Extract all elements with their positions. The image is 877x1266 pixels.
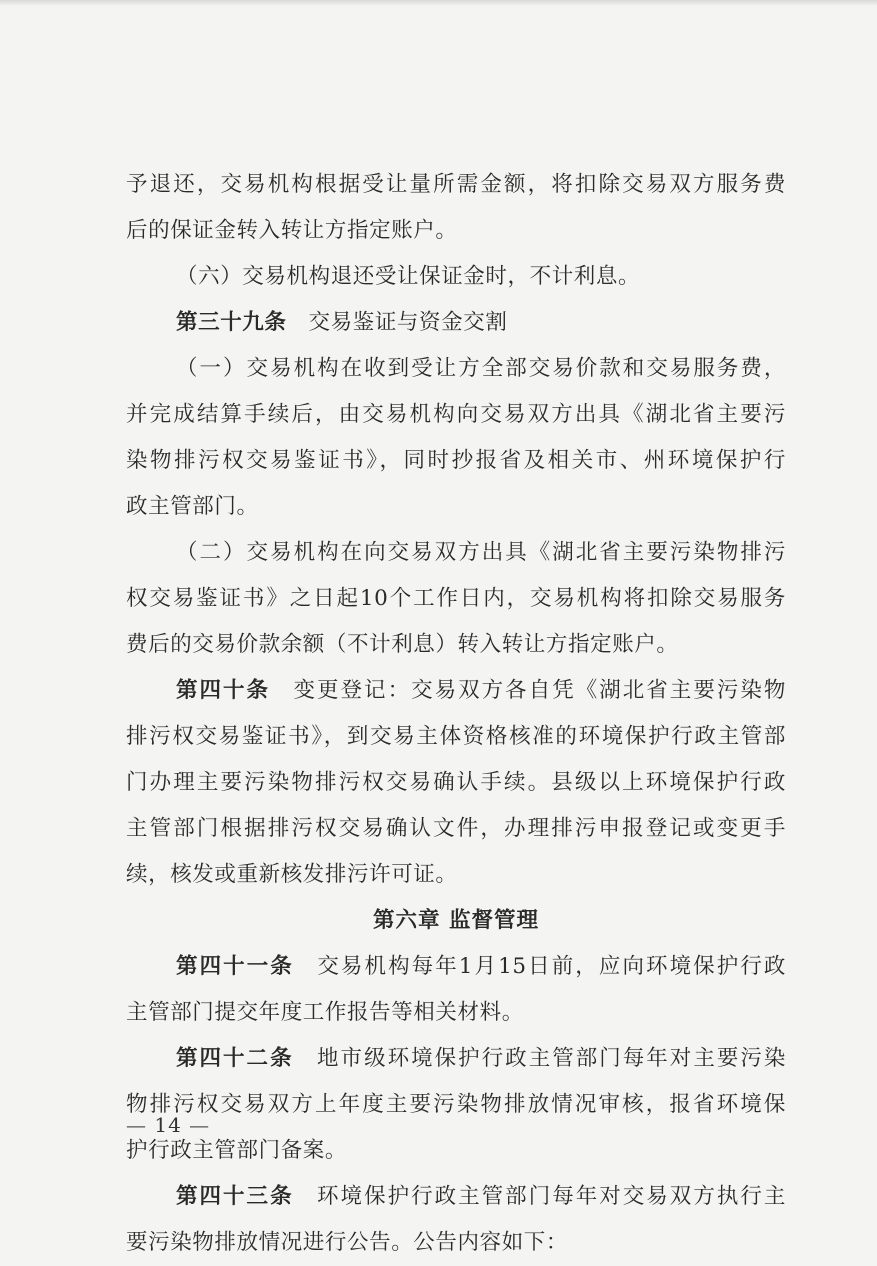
document-body [126,162,786,1266]
article-text: 环境保护行政主管部门每年对交易双方执行主 [315,1184,786,1209]
paragraph-line: 要污染物排放情况进行公告。公告内容如下： [126,1230,569,1255]
paragraph-line: 排污权交易鉴证书》，到交易主体资格核准的环境保护行政主管部 [126,724,786,749]
paragraph-line: 续，核发或重新核发排污许可证。 [126,862,458,887]
paragraph-line: 后的保证金转入转让方指定账户。 [126,218,458,243]
paragraph-line: 予退还，交易机构根据受让量所需金额，将扣除交易双方服务费 [126,172,786,197]
paragraph-line: 权交易鉴证书》之日起10个工作日内，交易机构将扣除交易服务 [126,586,786,611]
page-number-value: 14 [154,1113,182,1137]
paragraph-line: （六）交易机构退还受让保证金时，不计利息。 [176,264,641,289]
article-heading-line [126,1174,786,1220]
chapter-heading: 第六章 监督管理 [373,908,539,933]
article-heading-line [126,668,786,714]
scan-top-edge [0,0,877,6]
article-number: 第四十三条 [176,1184,294,1209]
page-number-dash-left: — [126,1113,147,1137]
article-text: 变更登记：交易双方各自凭《湖北省主要污染物 [292,678,786,703]
paragraph-line: 费后的交易价款余额（不计利息）转入转让方指定账户。 [126,632,679,657]
article-number: 第三十九条 [176,310,287,335]
article-text: 地市级环境保护行政主管部门每年对主要污染 [315,1046,786,1071]
page-number [126,1113,210,1137]
article-heading-line [126,1036,786,1082]
paragraph-line: （二）交易机构在向交易双方出具《湖北省主要污染物排污 [176,540,786,565]
paragraph-line: 政主管部门。 [126,494,259,519]
article-number: 第四十条 [176,678,271,703]
paragraph-line: 护行政主管部门备案。 [126,1138,348,1163]
paragraph-line: 物排污权交易双方上年度主要污染物排放情况审核，报省环境保 [126,1092,786,1117]
article-title: 交易鉴证与资金交割 [308,310,508,335]
paragraph-line: 门办理主要污染物排污权交易确认手续。县级以上环境保护行政 [126,770,786,795]
paragraph-line: 染物排污权交易鉴证书》，同时抄报省及相关市、州环境保护行 [126,448,786,473]
page-number-dash-right: — [189,1113,211,1137]
paragraph-line: 并完成结算手续后，由交易机构向交易双方出具《湖北省主要污 [126,402,786,427]
paragraph-line: 主管部门提交年度工作报告等相关材料。 [126,1000,524,1025]
article-heading-line [126,300,786,346]
article-number: 第四十一条 [176,954,294,979]
article-heading-line [126,944,786,990]
paragraph-line: 主管部门根据排污权交易确认文件，办理排污申报登记或变更手 [126,816,786,841]
article-number: 第四十二条 [176,1046,294,1071]
article-text: 交易机构每年1月15日前，应向环境保护行政 [315,954,786,979]
paragraph-line: （一）交易机构在收到受让方全部交易价款和交易服务费， [176,356,786,381]
